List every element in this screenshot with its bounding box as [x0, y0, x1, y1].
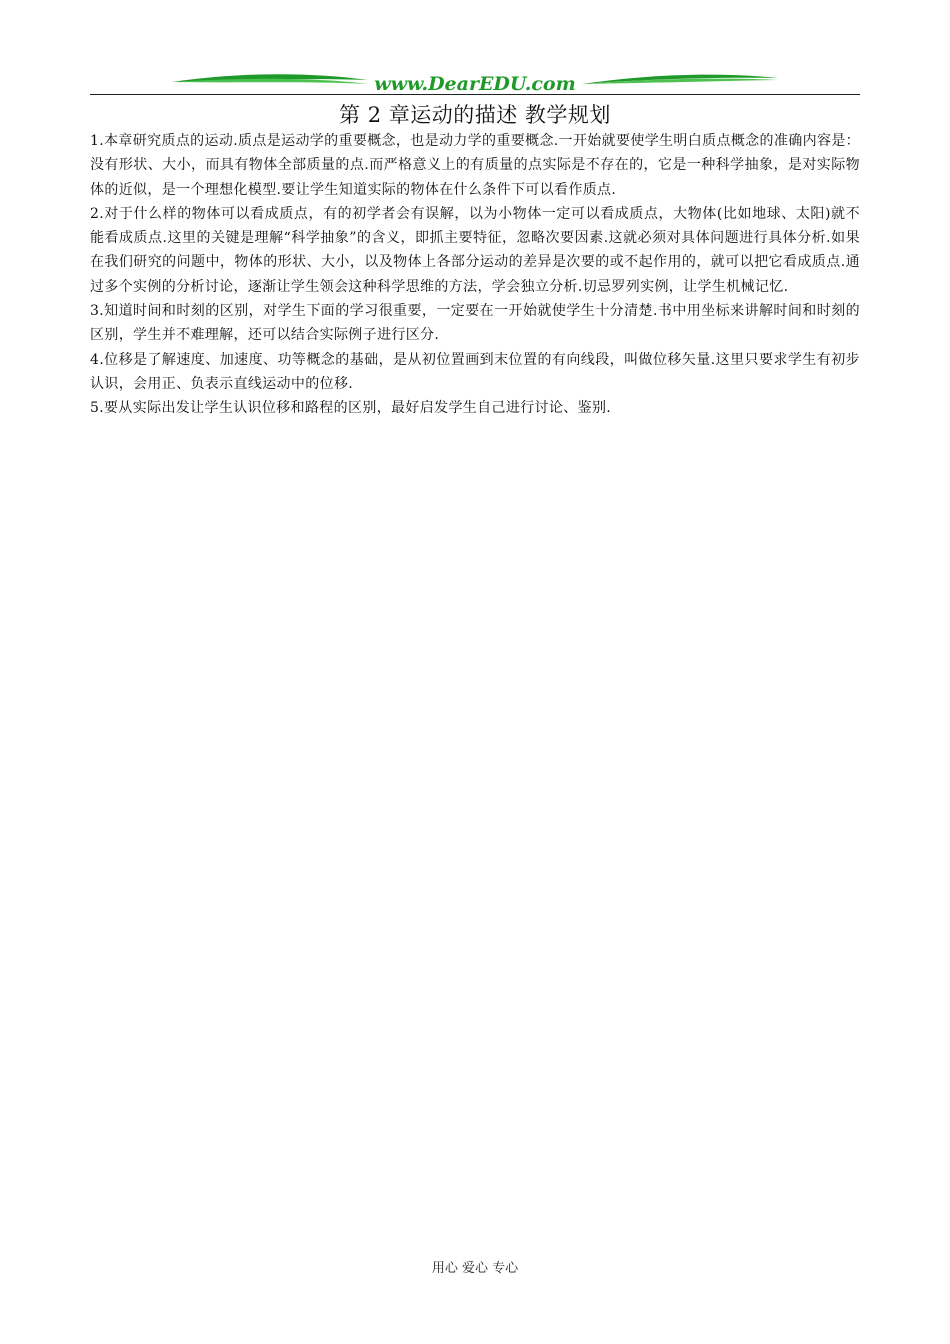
logo-text: www.DearEDU.com: [374, 73, 576, 95]
document-body: [90, 129, 860, 421]
paragraph-1: 1.本章研究质点的运动.质点是运动学的重要概念，也是动力学的重要概念.一开始就要使学生明白质点概念的准确内容是：没有形状、大小，而具有物体全部质量的点.而严格意义上的有质量的点实际是不存在的，它是一种科学抽象，是对实际物体的近似，是一个理想化模型.要让学生知道实际的物体在什么条件下可以看作质点.: [90, 133, 860, 198]
paragraph-2: 2.对于什么样的物体可以看成质点，有的初学者会有误解，以为小物体一定可以看成质点，大物体(比如地球、太阳)就不能看成质点.这里的关键是理解“科学抽象”的含义，即抓主要特征，忽略次要因素.这就必须对具体问题进行具体分析.如果在我们研究的问题中，物体的形状、大小，以及物体上各部分运动的差异是次要的或不起作用的，就可以把它看成质点.通过多个实例的分析讨论，逐渐让学生领会这种科学思维的方法，学会独立分析.切忌罗列实例，让学生机械记忆.: [90, 205, 860, 295]
site-logo-banner: [90, 68, 860, 96]
paragraph-5: 5.要从实际出发让学生认识位移和路程的区别，最好启发学生自己进行讨论、鉴别.: [90, 400, 612, 417]
logo-swoosh-graphic: [90, 68, 860, 96]
paragraph-4: 4.位移是了解速度、加速度、功等概念的基础，是从初位置画到末位置的有向线段，叫做位移矢量.这里只要求学生有初步认识，会用正、负表示直线运动中的位移.: [90, 351, 860, 392]
document-title: 第 2 章运动的描述 教学规划: [339, 103, 611, 127]
page-footer: 用心 爱心 专心: [431, 1261, 519, 1276]
paragraph-3: 3.知道时间和时刻的区别，对学生下面的学习很重要，一定要在一开始就使学生十分清楚.书中用坐标来讲解时间和时刻的区别，学生并不难理解，还可以结合实际例子进行区分.: [90, 303, 860, 344]
header-rule: [90, 94, 860, 95]
